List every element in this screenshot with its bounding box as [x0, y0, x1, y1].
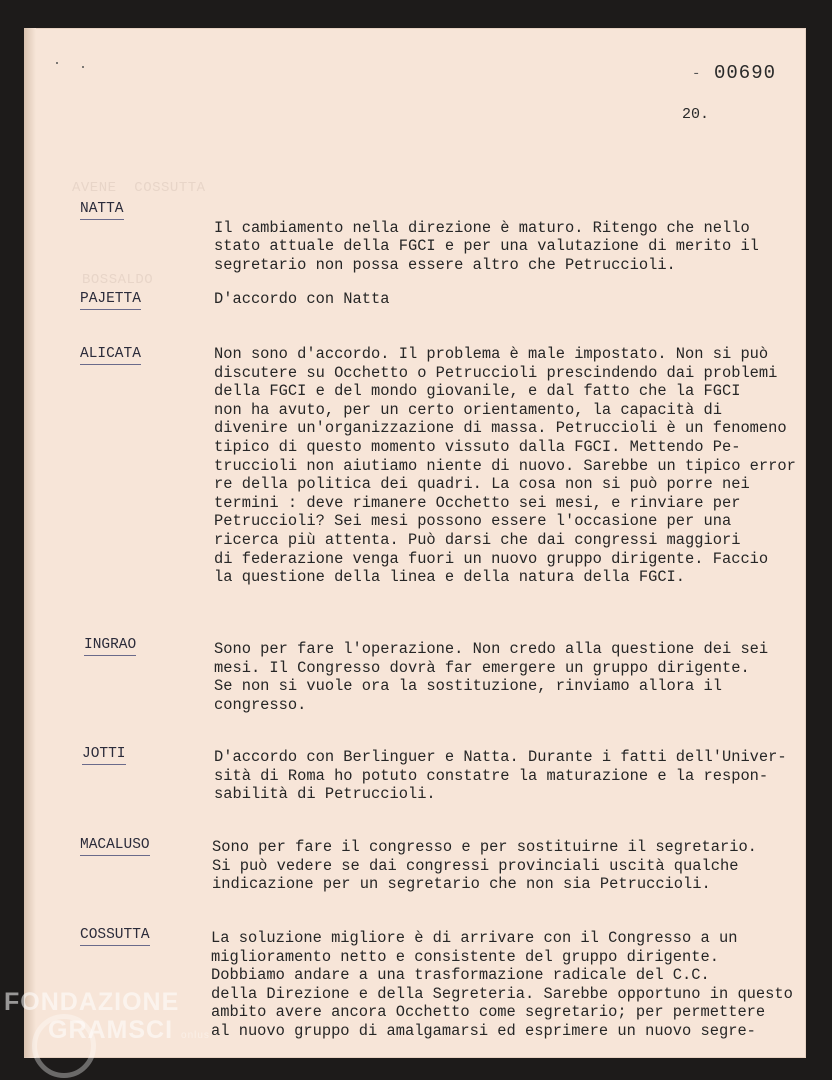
speech-line: sità di Roma ho potuto constatre la maturazione e la respon-	[214, 766, 769, 785]
paper-speck	[56, 62, 58, 64]
speech-line: non ha avuto, per un certo orientamento, la capacità di	[214, 400, 722, 419]
speech-line: mesi. Il Congresso dovrà far emergere un gruppo dirigente.	[214, 658, 750, 677]
speech-line: Il cambiamento nella direzione è maturo. Ritengo che nello	[214, 218, 750, 237]
watermark-line2-text: GRAMSCI	[48, 1016, 174, 1044]
speech-line: ambito avere ancora Occhetto come segretario; per permettere	[211, 1003, 766, 1022]
speech-line: Sono per fare l'operazione. Non credo alla questione dei sei	[214, 640, 769, 658]
speech-line: indicazione per un segretario che non sia Petruccioli.	[212, 875, 711, 894]
speech-line: tipico di questo momento vissuto dalla FGCI. Mettendo Pe-	[214, 437, 741, 456]
watermark-suffix: onlus	[181, 1030, 210, 1041]
speech-line: La soluzione migliore è di arrivare con il Congresso a un	[211, 929, 738, 947]
speaker-alicata: ALICATA	[80, 345, 141, 365]
speech-line: ricerca più attenta. Può darsi che dai congressi maggiori	[214, 530, 741, 549]
watermark-line2	[4, 1016, 210, 1050]
bleed-through-text: AVENE COSSUTTA	[72, 180, 206, 196]
bleed-through-text: BOSSALDO	[82, 272, 154, 288]
speech-line: D'accordo con Berlinguer e Natta. Durante i fatti dell'Univer-	[214, 748, 787, 766]
archive-folio-number: 00690	[714, 62, 777, 84]
speech-line: stato attuale della FGCI e per una valutazione di merito il	[214, 237, 759, 256]
speaker-macaluso: MACALUSO	[80, 836, 150, 856]
speech-line: segretario non possa essere altro che Petruccioli.	[214, 255, 676, 274]
paper-speck	[82, 66, 84, 68]
speech-line: Sono per fare il congresso e per sostituirne il segretario.	[212, 838, 757, 856]
speaker-ingrao: INGRAO	[84, 636, 136, 656]
speech-line: sabilità di Petruccioli.	[214, 785, 436, 804]
speech-line: congresso.	[214, 695, 307, 714]
speech-macaluso	[212, 838, 812, 894]
speech-line: della FGCI e del mondo giovanile, e dal fatto che la FGCI	[214, 382, 741, 401]
speech-line: miglioramento netto e consistente del gruppo dirigente.	[211, 947, 719, 966]
speech-line: Dobbiamo andare a una trasformazione radicale del C.C.	[211, 966, 710, 985]
speech-line: Non sono d'accordo. Il problema è male impostato. Non si può	[214, 345, 769, 363]
speech-line: re della politica dei quadri. La cosa non si può porre nei	[214, 475, 750, 494]
speech-line: Petruccioli? Sei mesi possono essere l'occasione per una	[214, 512, 732, 531]
speaker-jotti: JOTTI	[82, 745, 126, 765]
speech-line: D'accordo con Natta	[214, 290, 390, 308]
speech-pajetta	[214, 290, 814, 309]
speech-line: divenire un'organizzazione di massa. Petruccioli è un fenomeno	[214, 419, 787, 438]
watermark-logo	[4, 988, 210, 1050]
speech-cossutta	[211, 929, 811, 1041]
speech-line: Si può vedere se dai congressi provinciali uscità qualche	[212, 856, 739, 875]
speech-natta	[214, 200, 814, 274]
speaker-natta: NATTA	[80, 200, 124, 220]
speech-line: di federazione venga fuori un nuovo gruppo dirigente. Faccio	[214, 549, 769, 568]
page-edge-shadow	[24, 28, 36, 1058]
speech-jotti	[214, 748, 814, 804]
speaker-pajetta: PAJETTA	[80, 290, 141, 310]
watermark-line1: FONDAZIONE	[4, 988, 180, 1016]
speech-line: della Direzione e della Segreteria. Sarebbe opportuno in questo	[211, 984, 793, 1003]
page-number: 20.	[682, 106, 710, 123]
folio-dash: -	[692, 66, 701, 82]
speech-line: discutere su Occhetto o Petruccioli prescindendo dai problemi	[214, 363, 778, 382]
speech-line: al nuovo gruppo di amalgamarsi ed esprimere un nuovo segre-	[211, 1021, 756, 1040]
speech-alicata	[214, 345, 814, 587]
speech-line: truccioli non aiutiamo niente di nuovo. Sarebbe un tipico error	[214, 456, 796, 475]
speech-ingrao	[214, 640, 814, 714]
speech-line: termini : deve rimanere Occhetto sei mesi, e rinviare per	[214, 493, 741, 512]
speaker-cossutta: COSSUTTA	[80, 926, 150, 946]
speech-line: Se non si vuole ora la sostituzione, rinviamo allora il	[214, 677, 722, 696]
speech-line: la questione della linea e della natura della FGCI.	[214, 568, 686, 587]
